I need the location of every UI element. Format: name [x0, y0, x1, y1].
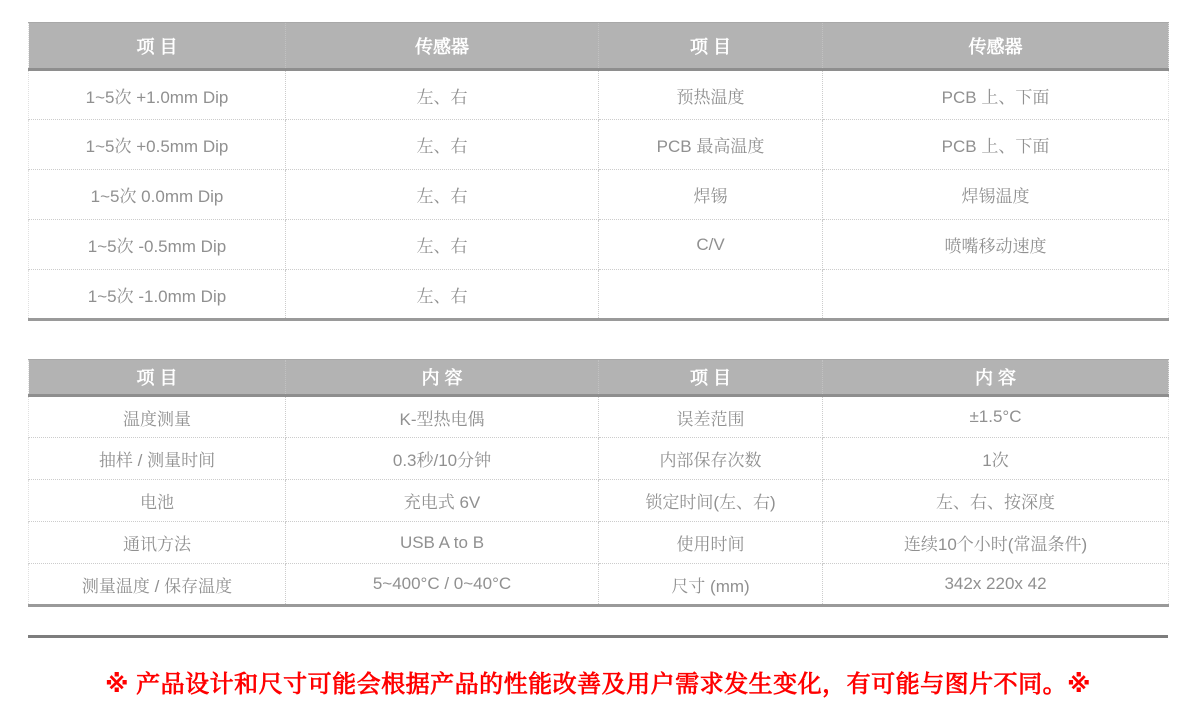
table-cell: PCB 上、下面 [823, 70, 1169, 120]
table-cell: 电池 [29, 480, 286, 522]
table-row [29, 170, 1169, 220]
column-header-item-left: 项 目 [29, 23, 286, 70]
column-header-item-right: 项 目 [599, 360, 823, 396]
column-header-item-right: 项 目 [599, 23, 823, 70]
table-cell: 左、右 [286, 70, 599, 120]
table-cell: 1~5次 -1.0mm Dip [29, 270, 286, 320]
table-cell: ±1.5°C [823, 396, 1169, 438]
table-cell: 0.3秒/10分钟 [286, 438, 599, 480]
table-row [29, 220, 1169, 270]
horizontal-rule [28, 635, 1168, 638]
spec-content-table-body [29, 396, 1169, 606]
spec-sheet [28, 22, 1168, 699]
header-row [29, 360, 1169, 396]
table-cell: 焊锡 [599, 170, 823, 220]
table-cell: C/V [599, 220, 823, 270]
spec-content-table-header [29, 360, 1169, 396]
table-cell: 喷嘴移动速度 [823, 220, 1169, 270]
table-cell: 通讯方法 [29, 522, 286, 564]
column-header-item-left: 项 目 [29, 360, 286, 396]
column-header-sensor-left: 传感器 [286, 23, 599, 70]
column-header-sensor-right: 传感器 [823, 23, 1169, 70]
table-cell: 尺寸 (mm) [599, 564, 823, 606]
table-cell: 测量温度 / 保存温度 [29, 564, 286, 606]
table-cell: 342x 220x 42 [823, 564, 1169, 606]
table-cell: 预热温度 [599, 70, 823, 120]
table-row [29, 522, 1169, 564]
table-cell: 误差范围 [599, 396, 823, 438]
table-cell: 1~5次 -0.5mm Dip [29, 220, 286, 270]
table-gap [28, 321, 1168, 359]
column-header-content-right: 内 容 [823, 360, 1169, 396]
table-cell: 连续10个小时(常温条件) [823, 522, 1169, 564]
dip-sensor-table [28, 22, 1169, 321]
table-row [29, 564, 1169, 606]
dip-sensor-table-body [29, 70, 1169, 320]
table-cell: 左、右 [286, 220, 599, 270]
table-cell: USB A to B [286, 522, 599, 564]
table-row [29, 270, 1169, 320]
table-cell: 充电式 6V [286, 480, 599, 522]
spec-content-table [28, 359, 1169, 607]
table-cell: 左、右 [286, 170, 599, 220]
table-cell: 1~5次 +0.5mm Dip [29, 120, 286, 170]
table-cell: 1~5次 0.0mm Dip [29, 170, 286, 220]
table-cell [599, 270, 823, 320]
table-row [29, 480, 1169, 522]
table-cell: PCB 最高温度 [599, 120, 823, 170]
table-row [29, 396, 1169, 438]
table-cell: 锁定时间(左、右) [599, 480, 823, 522]
table-cell: 焊锡温度 [823, 170, 1169, 220]
table-cell: 1~5次 +1.0mm Dip [29, 70, 286, 120]
table-cell: 左、右 [286, 120, 599, 170]
table-cell: 5~400°C / 0~40°C [286, 564, 599, 606]
table-cell [823, 270, 1169, 320]
table-cell: 抽样 / 测量时间 [29, 438, 286, 480]
table-cell: PCB 上、下面 [823, 120, 1169, 170]
table-cell: 1次 [823, 438, 1169, 480]
table-row [29, 438, 1169, 480]
table-cell: 左、右、按深度 [823, 480, 1169, 522]
table-cell: 左、右 [286, 270, 599, 320]
table-gap [28, 607, 1168, 635]
column-header-content-left: 内 容 [286, 360, 599, 396]
table-row [29, 70, 1169, 120]
table-row [29, 120, 1169, 170]
table-cell: K-型热电偶 [286, 396, 599, 438]
table-cell: 使用时间 [599, 522, 823, 564]
table-cell: 内部保存次数 [599, 438, 823, 480]
table-cell: 温度测量 [29, 396, 286, 438]
dip-sensor-table-header [29, 23, 1169, 70]
disclaimer-note: ※ 产品设计和尺寸可能会根据产品的性能改善及用户需求发生变化，有可能与图片不同。※ [105, 671, 1091, 698]
header-row [29, 23, 1169, 70]
